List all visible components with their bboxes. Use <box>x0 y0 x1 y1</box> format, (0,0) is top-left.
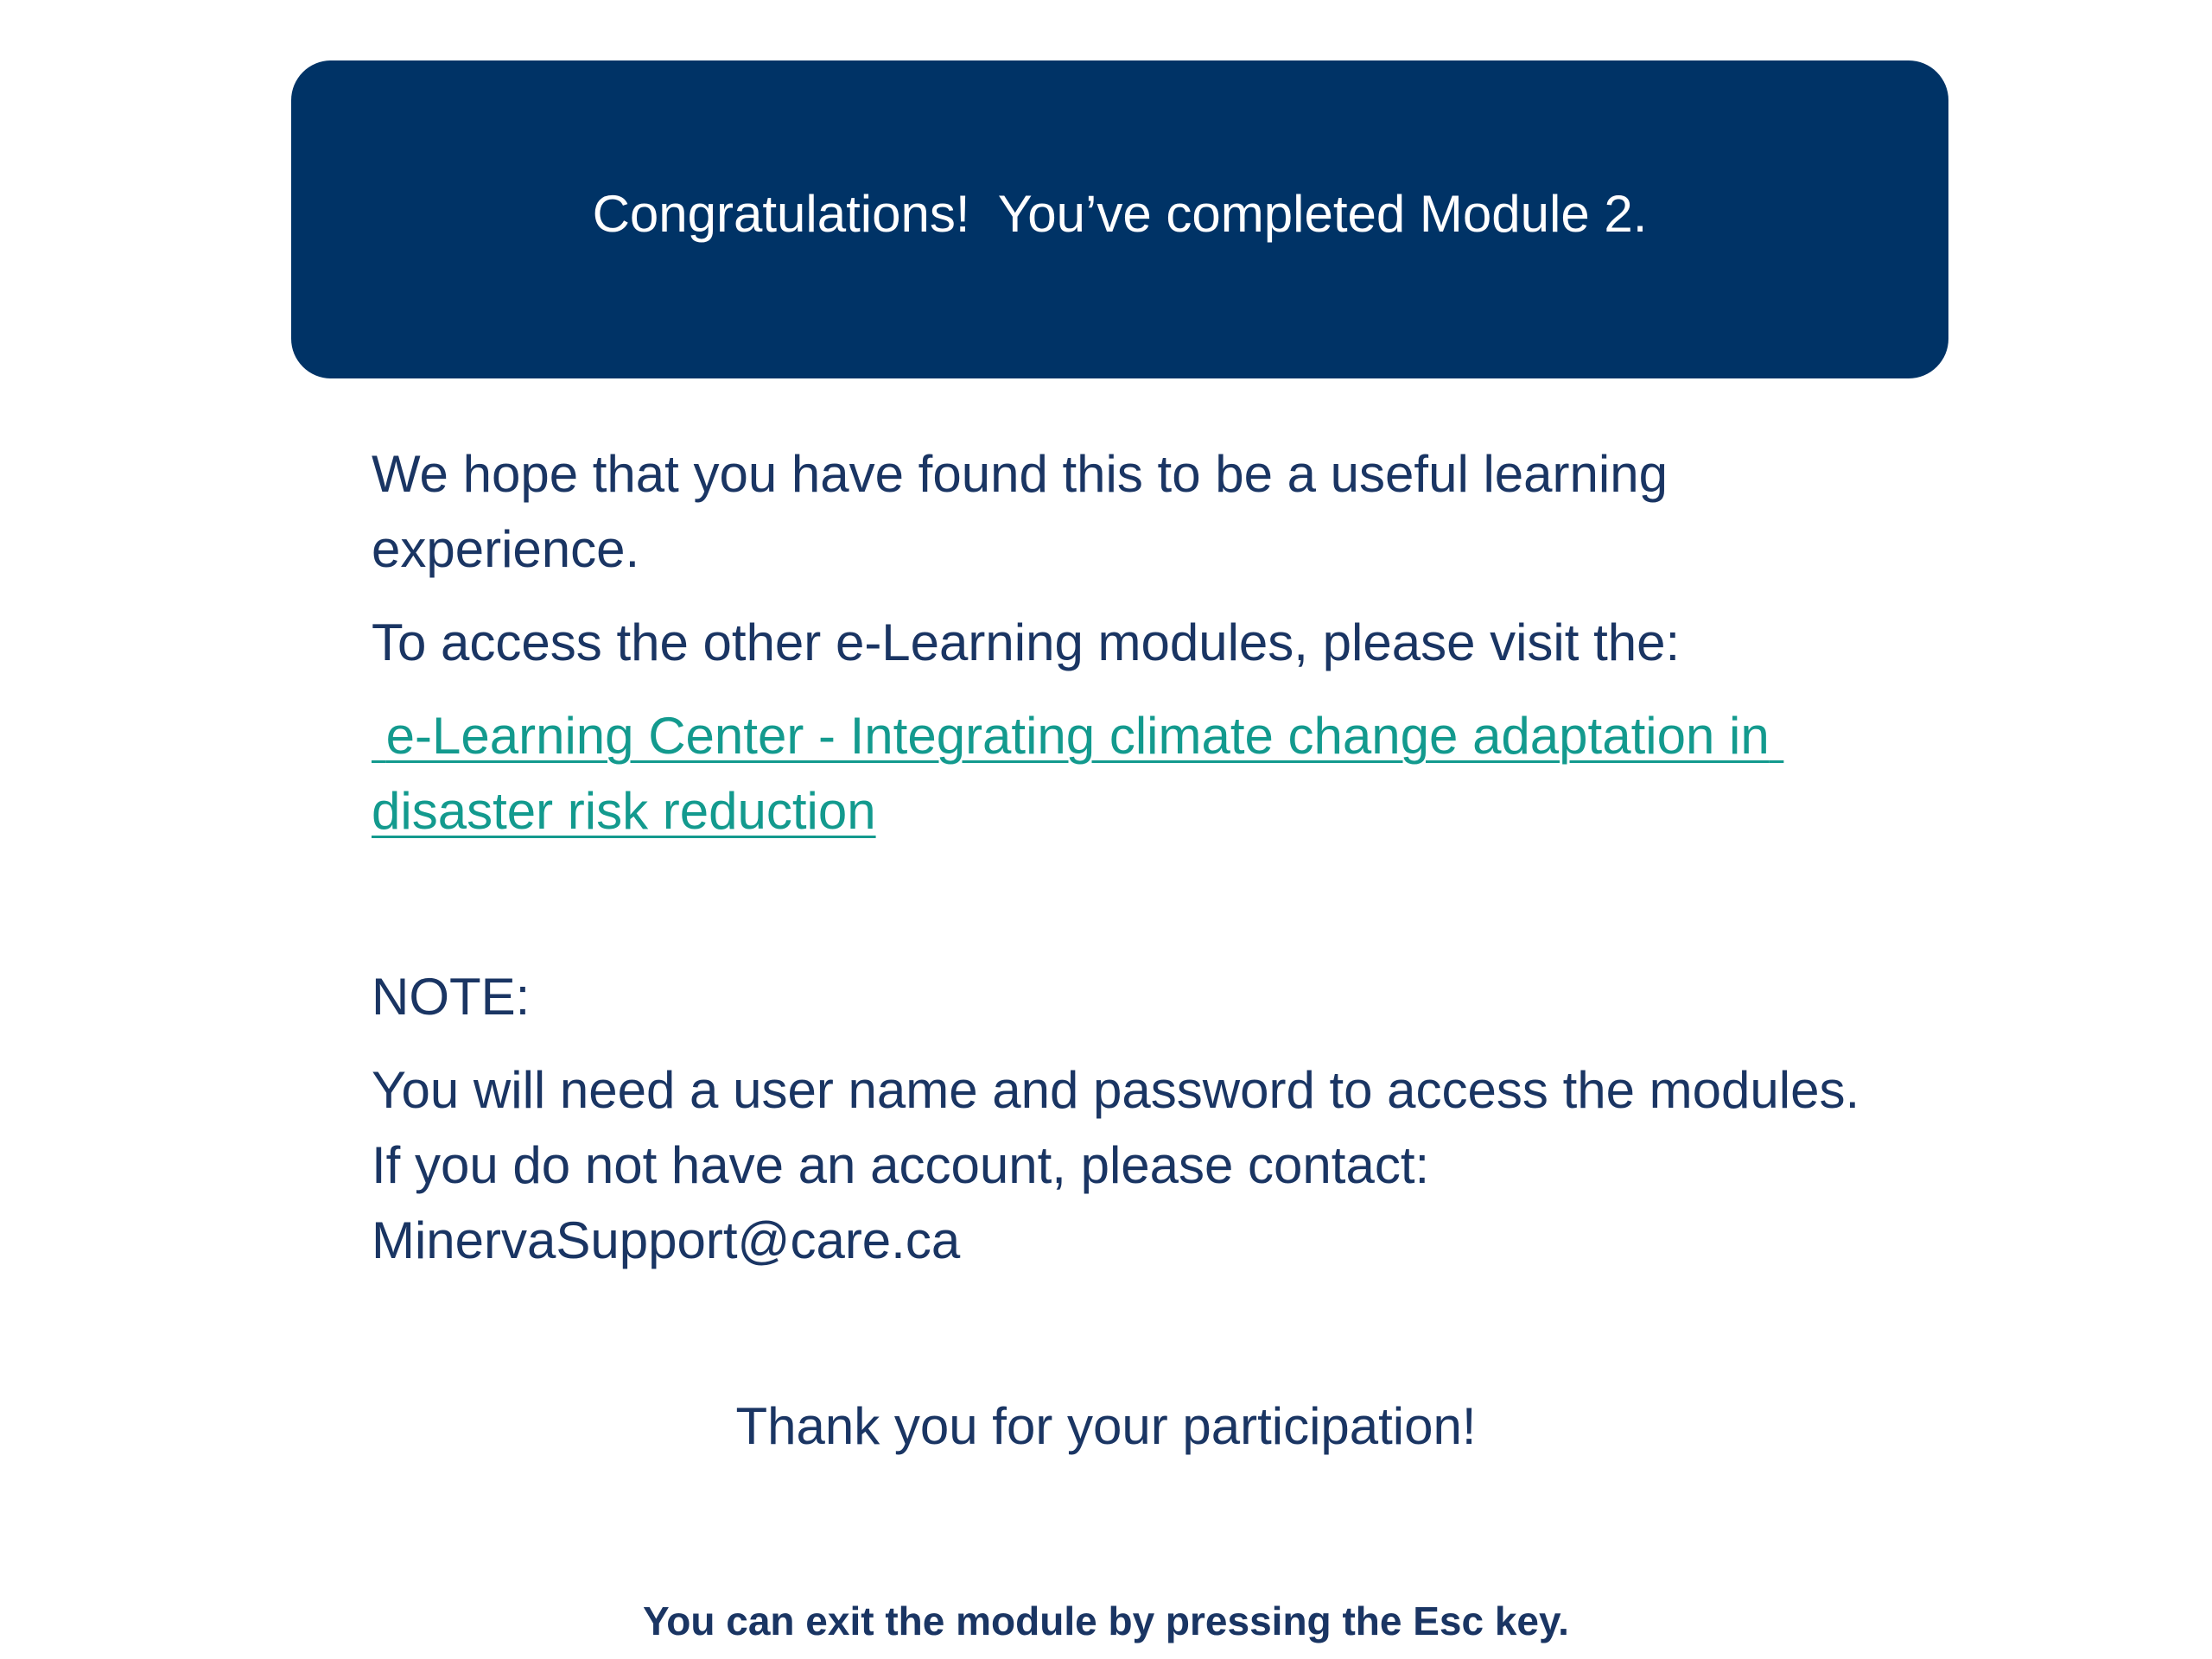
access-prompt: To access the other e-Learning modules, please visit the: <box>372 613 1681 671</box>
completion-banner <box>291 60 1948 378</box>
note-label: NOTE: <box>372 968 531 1026</box>
elearning-center-link[interactable]: e-Learning Center - Integrating climate change adaptation in disaster risk reduction <box>372 707 1784 840</box>
banner-title: Congratulations! You’ve completed Module 2. <box>592 185 1648 243</box>
intro-paragraph: We hope that you have found this to be a useful learning experience. <box>372 445 1682 578</box>
exit-hint: You can exit the module by pressing the Esc key. <box>643 1599 1569 1643</box>
note-body: You will need a user name and password to access the modules. If you do not have an account, please contact: MinervaSupport@care.ca <box>372 1061 1904 1269</box>
thank-you-message: Thank you for your participation! <box>735 1397 1477 1455</box>
